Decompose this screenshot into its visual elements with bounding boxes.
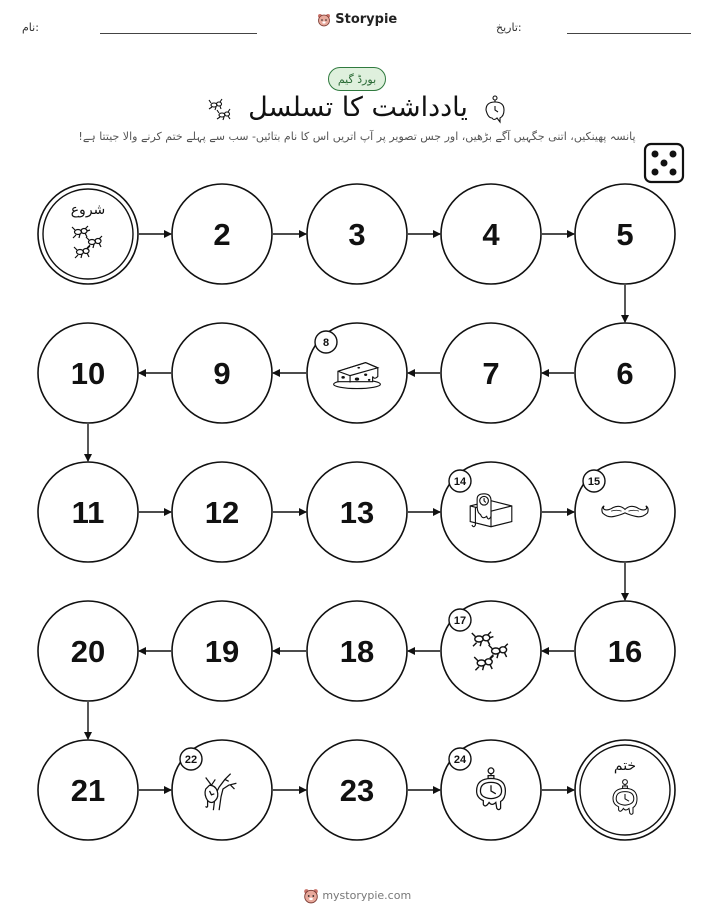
board-space-8[interactable] <box>307 323 407 423</box>
footer <box>0 888 714 904</box>
board-space-23[interactable] <box>307 740 407 840</box>
space-number: 9 <box>213 356 231 391</box>
board-space-2[interactable] <box>172 184 272 284</box>
board-space-10[interactable] <box>38 323 138 423</box>
board-space-7[interactable] <box>441 323 541 423</box>
space-number: 18 <box>339 634 375 669</box>
board-space-4[interactable] <box>441 184 541 284</box>
footer-url: mystorypie.com <box>322 889 412 902</box>
start-label: شروع <box>70 202 106 218</box>
space-number: 14 <box>453 476 467 488</box>
space-number: 19 <box>204 634 240 669</box>
name-label: نام: <box>22 21 39 34</box>
space-number: 24 <box>453 754 467 766</box>
board-space-12[interactable] <box>172 462 272 562</box>
space-number: 17 <box>453 615 467 627</box>
board-space-16[interactable] <box>575 601 675 701</box>
board-space-19[interactable] <box>172 601 272 701</box>
board-space-3[interactable] <box>307 184 407 284</box>
space-number: 3 <box>348 217 366 252</box>
board-space-20[interactable] <box>38 601 138 701</box>
brand-name: Storypie <box>335 12 398 27</box>
space-number: 11 <box>71 495 105 530</box>
board-space-14[interactable] <box>441 462 541 562</box>
space-number: 20 <box>70 634 106 669</box>
instructions: پانسہ پھینکیں، اتنی جگہیں آگے بڑھیں، اور جس تصویر پر آپ اتریں اس کا نام بتائیں- سب سے پہلے ختم کرنے والا جیتتا ہے! <box>78 130 636 143</box>
board-space-15[interactable] <box>575 462 675 562</box>
board-space-6[interactable] <box>575 323 675 423</box>
space-number: 7 <box>482 356 500 391</box>
space-number: 16 <box>607 634 643 669</box>
board-space-5[interactable] <box>575 184 675 284</box>
board-space-13[interactable] <box>307 462 407 562</box>
space-number: 5 <box>616 217 634 252</box>
board-space-ختم[interactable] <box>575 740 675 840</box>
space-number: 13 <box>339 495 375 530</box>
space-number: 2 <box>213 217 231 252</box>
date-label: تاریخ: <box>496 21 522 34</box>
board-space-9[interactable] <box>172 323 272 423</box>
space-number: 21 <box>70 773 106 808</box>
space-number: 12 <box>204 495 240 530</box>
space-number: 10 <box>70 356 106 391</box>
board-space-شروع[interactable] <box>38 184 138 284</box>
board-space-24[interactable] <box>441 740 541 840</box>
space-number: 22 <box>184 754 198 766</box>
board-space-17[interactable] <box>441 601 541 701</box>
space-number: 23 <box>339 773 375 808</box>
board-space-18[interactable] <box>307 601 407 701</box>
board-space-21[interactable] <box>38 740 138 840</box>
space-circle[interactable] <box>38 184 138 284</box>
space-number: 15 <box>587 476 601 488</box>
space-number: 4 <box>482 217 500 252</box>
space-number: 6 <box>616 356 634 391</box>
space-number: 8 <box>322 337 330 349</box>
category-badge: بورڈ گیم <box>328 67 386 91</box>
board-space-22[interactable] <box>172 740 272 840</box>
page-title: یادداشت کا تسلسل <box>248 92 468 123</box>
finish-label: ختم <box>613 758 637 774</box>
bear-logo-icon <box>303 888 319 904</box>
board-space-11[interactable] <box>38 462 138 562</box>
